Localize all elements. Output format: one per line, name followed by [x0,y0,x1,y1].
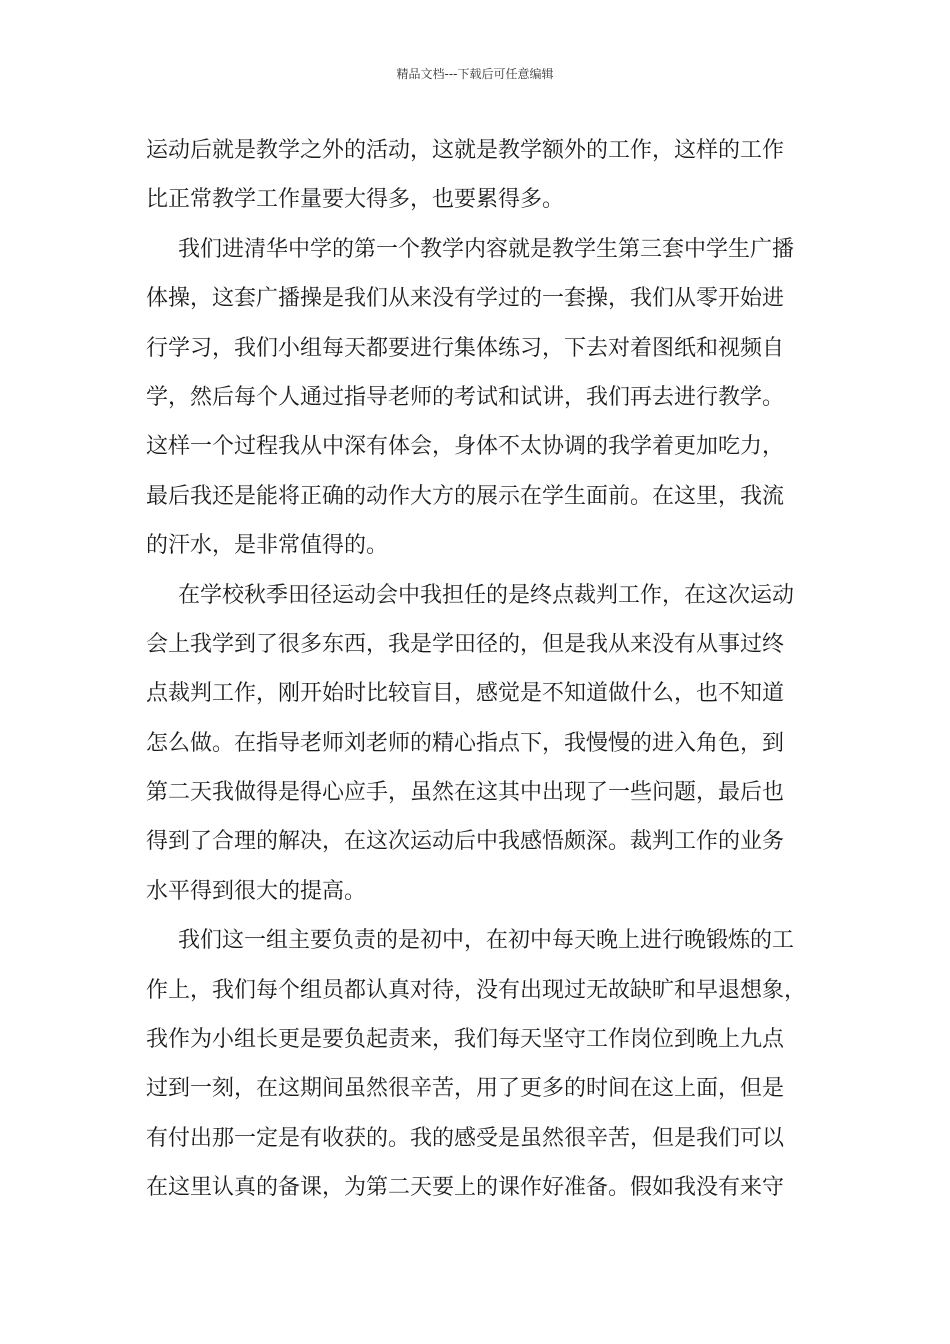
text-line: 体操，这套广播操是我们从来没有学过的一套操，我们从零开始进 [146,286,785,312]
text-line: 点裁判工作，刚开始时比较盲目，感觉是不知道做什么，也不知道 [146,681,785,707]
text-line: 我作为小组长更是要负起责来，我们每天坚守工作岗位到晚上九点 [146,1027,785,1053]
text-line: 我们这一组主要负责的是初中，在初中每天晚上进行晚锻炼的工 [178,928,795,954]
text-line: 在学校秋季田径运动会中我担任的是终点裁判工作，在这次运动 [178,582,795,608]
text-line: 水平得到很大的提高。 [146,878,367,904]
text-line: 行学习，我们小组每天都要进行集体练习，下去对着图纸和视频自 [146,335,785,361]
text-line: 会上我学到了很多东西，我是学田径的，但是我从来没有从事过终 [146,631,785,657]
text-line: 作上，我们每个组员都认真对待，没有出现过无故缺旷和早退想象， [146,977,807,1003]
text-line: 我们进清华中学的第一个教学内容就是教学生第三套中学生广播 [178,236,795,262]
text-line: 第二天我做得是得心应手，虽然在这其中出现了一些问题，最后也 [146,780,785,806]
text-line: 得到了合理的解决，在这次运动后中我感悟颇深。裁判工作的业务 [146,829,785,855]
text-line: 过到一刻，在这期间虽然很辛苦，用了更多的时间在这上面，但是 [146,1076,785,1102]
page-header: 精品文档---下载后可任意编辑 [396,67,554,81]
text-line: 有付出那一定是有收获的。我的感受是虽然很辛苦，但是我们可以 [146,1125,785,1151]
text-line: 比正常教学工作量要大得多，也要累得多。 [146,187,565,213]
text-line: 的汗水，是非常值得的。 [146,533,389,559]
text-line: 运动后就是教学之外的活动，这就是教学额外的工作，这样的工作 [146,138,785,163]
text-line: 学，然后每个人通过指导老师的考试和试讲，我们再去进行教学。 [146,384,785,410]
text-line: 怎么做。在指导老师刘老师的精心指点下，我慢慢的进入角色，到 [146,730,785,756]
document-body [146,126,810,1213]
text-line: 这样一个过程我从中深有体会，身体不太协调的我学着更加吃力， [146,434,785,460]
text-line: 在这里认真的备课，为第二天要上的课作好准备。假如我没有来守 [146,1175,785,1201]
text-line: 最后我还是能将正确的动作大方的展示在学生面前。在这里，我流 [146,483,785,509]
